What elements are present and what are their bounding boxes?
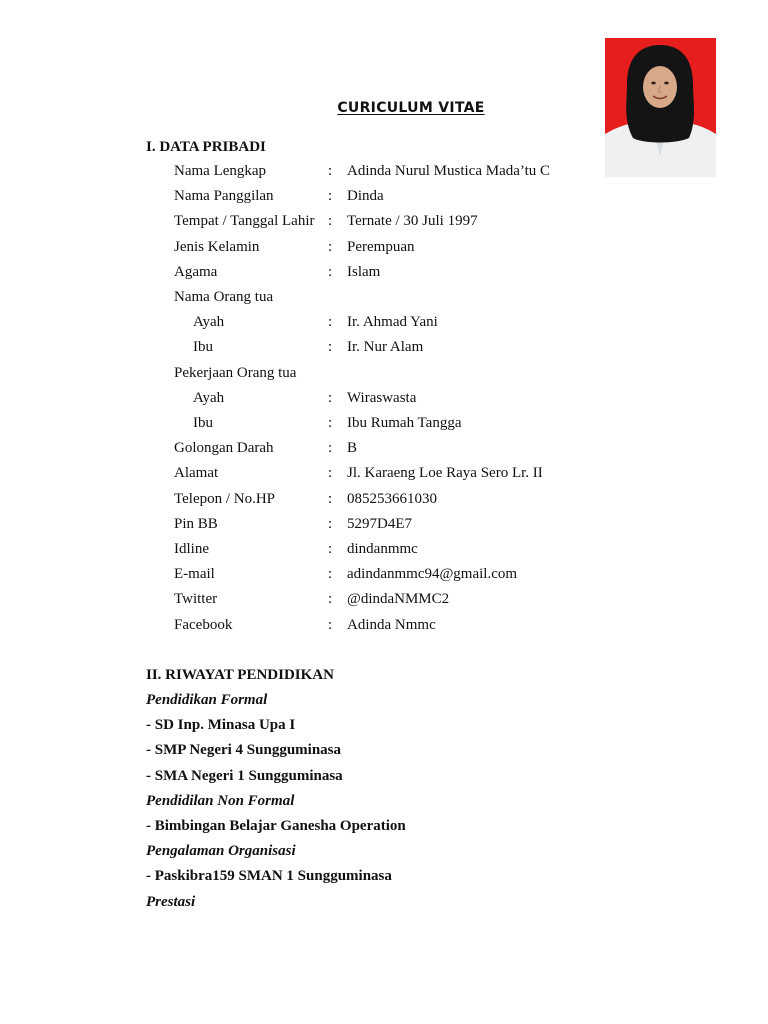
field-label: Ibu (193, 415, 213, 431)
field-colon: : (328, 566, 333, 583)
field-value: Ternate / 30 Juli 1997 (347, 213, 478, 230)
field-colon: : (328, 541, 333, 557)
field-value: Ibu Rumah Tangga (347, 415, 462, 431)
field-label: Pin BB (174, 515, 218, 532)
section-heading-riwayat-pendidikan: II. RIWAYAT PENDIDIKAN (146, 667, 334, 683)
field-colon: : (328, 490, 333, 507)
field-label: Facebook (174, 616, 233, 633)
field-colon: : (328, 263, 333, 280)
field-value: @dindaNMMC2 (347, 591, 450, 608)
education-subheading: Pendidikan Formal (146, 692, 268, 708)
field-colon: : (328, 238, 333, 255)
section-heading-data-pribadi: I. DATA PRIBADI (146, 139, 266, 155)
field-colon: : (328, 339, 333, 356)
field-colon: : (328, 188, 333, 205)
field-value: Jl. Karaeng Loe Raya Sero Lr. II (347, 465, 543, 482)
education-item: - SD Inp. Minasa Upa I (146, 717, 296, 734)
field-label: Ayah (193, 314, 225, 331)
field-colon: : (328, 213, 333, 230)
education-item: - Bimbingan Belajar Ganesha Operation (146, 818, 406, 834)
field-label: Golongan Darah (174, 440, 274, 457)
field-label: Alamat (174, 465, 219, 482)
education-item: - SMP Negeri 4 Sungguminasa (146, 742, 342, 759)
field-colon: : (328, 616, 333, 633)
education-item: - SMA Negeri 1 Sungguminasa (146, 767, 343, 784)
field-value: 5297D4E7 (347, 515, 412, 532)
education-subheading: Pendidilan Non Formal (146, 792, 295, 809)
field-label: Twitter (174, 591, 218, 608)
field-label: Tempat / Tanggal Lahir (174, 213, 315, 230)
field-value: Ir. Ahmad Yani (347, 314, 438, 331)
field-label: Ibu (193, 339, 213, 356)
field-value: adindanmmc94@gmail.com (347, 566, 518, 583)
field-colon: : (328, 465, 333, 482)
field-colon: : (328, 591, 333, 608)
field-value: Adinda Nurul Mustica Mada’tu C (347, 163, 551, 179)
education-subheading: Prestasi (146, 893, 196, 910)
field-label: E-mail (174, 566, 215, 583)
cv-title: CURICULUM VITAE (337, 100, 485, 116)
field-label: Jenis Kelamin (174, 238, 260, 255)
field-label: Nama Orang tua (174, 289, 274, 305)
field-value: B (347, 440, 358, 457)
field-value: Ir. Nur Alam (347, 339, 424, 356)
field-label: Agama (174, 263, 218, 280)
field-colon: : (328, 163, 333, 179)
field-value: Adinda Nmmc (347, 616, 436, 633)
education-subheading: Pengalaman Organisasi (146, 843, 296, 860)
field-value: Dinda (347, 188, 384, 205)
field-colon: : (328, 415, 333, 431)
field-label: Nama Panggilan (174, 188, 274, 205)
field-colon: : (328, 515, 333, 532)
field-value: Islam (347, 263, 381, 280)
field-label: Nama Lengkap (174, 163, 267, 179)
field-value: dindanmmc (347, 541, 418, 557)
field-colon: : (328, 389, 333, 406)
field-value: Wiraswasta (347, 389, 417, 406)
field-label: Telepon / No.HP (174, 490, 276, 507)
field-colon: : (328, 440, 333, 457)
field-value: Perempuan (347, 238, 415, 255)
field-value: 085253661030 (347, 490, 437, 507)
field-label: Ayah (193, 389, 225, 406)
field-label: Pekerjaan Orang tua (174, 364, 297, 381)
education-item: - Paskibra159 SMAN 1 Sungguminasa (146, 868, 392, 885)
field-colon: : (328, 314, 333, 331)
field-label: Idline (174, 541, 209, 557)
